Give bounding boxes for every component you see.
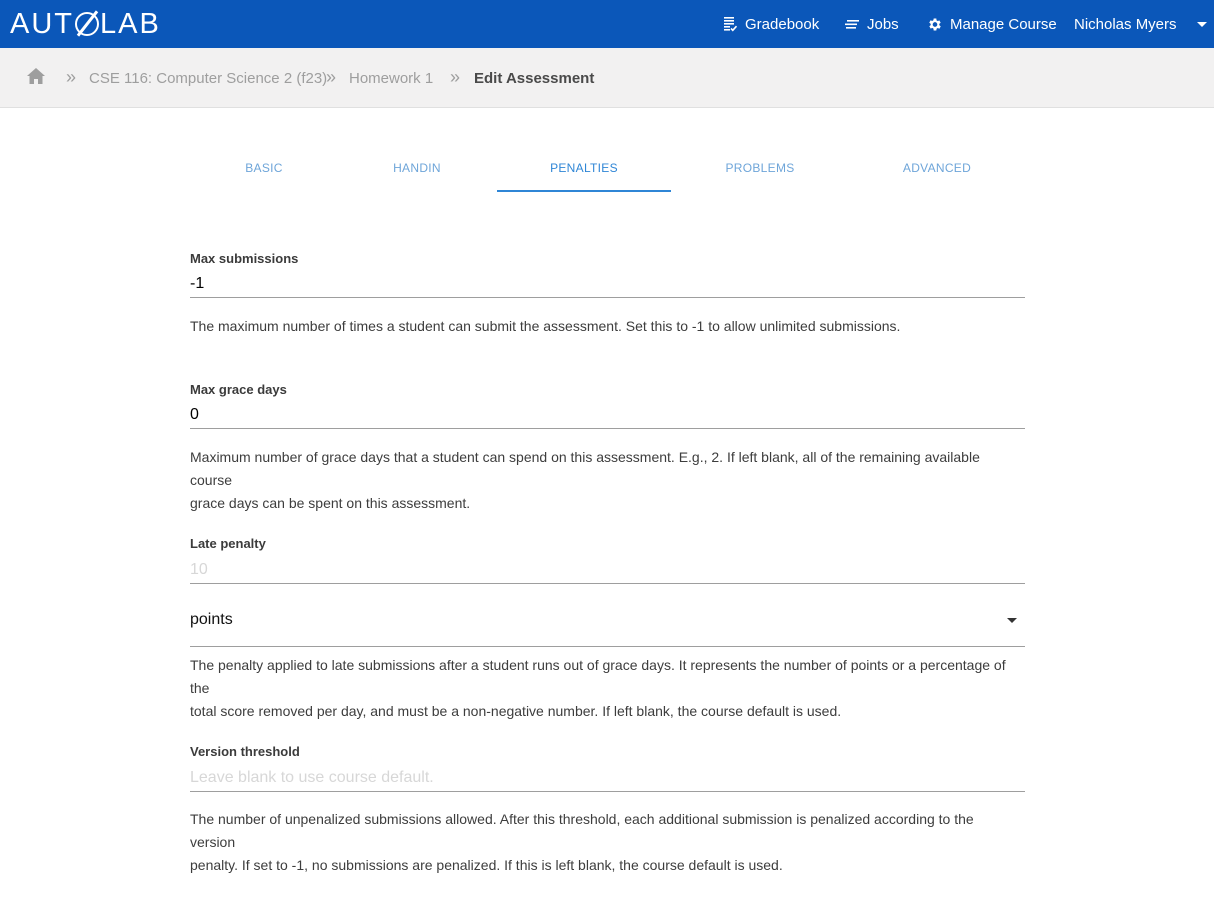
breadcrumb-separator: »: [326, 66, 337, 87]
assessment-tabs: [190, 145, 1025, 193]
breadcrumb-course[interactable]: CSE 116: Computer Science 2 (f23): [89, 69, 328, 87]
max-grace-days-help: [190, 446, 1010, 515]
late-penalty-help: [190, 654, 1010, 723]
version-threshold-field: [190, 744, 1025, 802]
max-submissions-label: Max submissions: [190, 251, 299, 266]
max-grace-days-input[interactable]: [190, 401, 1025, 429]
user-name: Nicholas Myers: [1074, 15, 1177, 33]
logo-text-end: LAB: [100, 8, 161, 40]
breadcrumb-current: Edit Assessment: [474, 69, 595, 87]
gradebook-icon: [722, 16, 738, 32]
version-threshold-help-line2: penalty. If set to -1, no submissions are penalized. If this is left blank, the course default is used.: [190, 857, 783, 873]
logo-text-start: AUT: [10, 8, 74, 40]
breadcrumb-assessment[interactable]: Homework 1: [349, 69, 434, 87]
late-penalty-help-line1: The penalty applied to late submissions after a student runs out of grace days. It represents the number of points or a percentage of the: [190, 657, 1006, 696]
chevron-down-icon: [1197, 22, 1207, 27]
gear-icon: [927, 16, 943, 32]
dropdown-arrow-icon: [1007, 618, 1017, 623]
logo-slashed-o-icon: [75, 12, 99, 36]
max-submissions-input[interactable]: [190, 270, 1025, 298]
version-threshold-help: [190, 808, 1010, 877]
late-penalty-unit-value: points: [190, 610, 233, 628]
max-grace-days-help-line1: Maximum number of grace days that a student can spend on this assessment. E.g., 2. If left blank, all of the remaining available course: [190, 449, 980, 488]
tab-basic[interactable]: BASIC: [245, 161, 283, 175]
breadcrumb-separator: »: [66, 66, 77, 87]
late-penalty-field: [190, 536, 1025, 594]
nav-manage-course-label: Manage Course: [950, 15, 1057, 33]
version-threshold-label: Version threshold: [190, 744, 300, 759]
user-menu[interactable]: [1074, 0, 1207, 48]
breadcrumb: [0, 48, 1214, 108]
max-submissions-field: [190, 251, 1025, 309]
top-navbar: [0, 0, 1214, 48]
max-grace-days-label: Max grace days: [190, 382, 287, 397]
max-submissions-help: The maximum number of times a student can submit the assessment. Set this to -1 to allow unlimited submissions.: [190, 318, 901, 334]
jobs-icon: [844, 16, 860, 32]
tab-problems[interactable]: PROBLEMS: [725, 161, 795, 175]
late-penalty-input[interactable]: [190, 556, 1025, 584]
version-threshold-input[interactable]: [190, 764, 1025, 792]
breadcrumb-home[interactable]: [26, 48, 46, 108]
nav-jobs-label: Jobs: [867, 15, 899, 33]
home-icon: [26, 67, 46, 89]
late-penalty-label: Late penalty: [190, 536, 266, 551]
max-grace-days-help-line2: grace days can be spent on this assessment.: [190, 495, 471, 511]
nav-jobs[interactable]: [844, 0, 899, 48]
tab-handin[interactable]: HANDIN: [393, 161, 441, 175]
autolab-logo[interactable]: [10, 8, 161, 40]
late-penalty-unit-select[interactable]: [190, 593, 1025, 647]
nav-gradebook[interactable]: [722, 0, 819, 48]
tab-advanced[interactable]: ADVANCED: [902, 161, 972, 175]
nav-gradebook-label: Gradebook: [745, 15, 820, 33]
breadcrumb-separator: »: [450, 66, 461, 87]
late-penalty-help-line2: total score removed per day, and must be a non-negative number. If left blank, the course default is used.: [190, 703, 842, 719]
nav-manage-course[interactable]: [927, 0, 1057, 48]
max-grace-days-field: [190, 382, 1025, 440]
version-threshold-help-line1: The number of unpenalized submissions allowed. After this threshold, each additional submission is penalized according to the version: [190, 811, 974, 850]
tab-penalties[interactable]: PENALTIES: [497, 145, 671, 192]
